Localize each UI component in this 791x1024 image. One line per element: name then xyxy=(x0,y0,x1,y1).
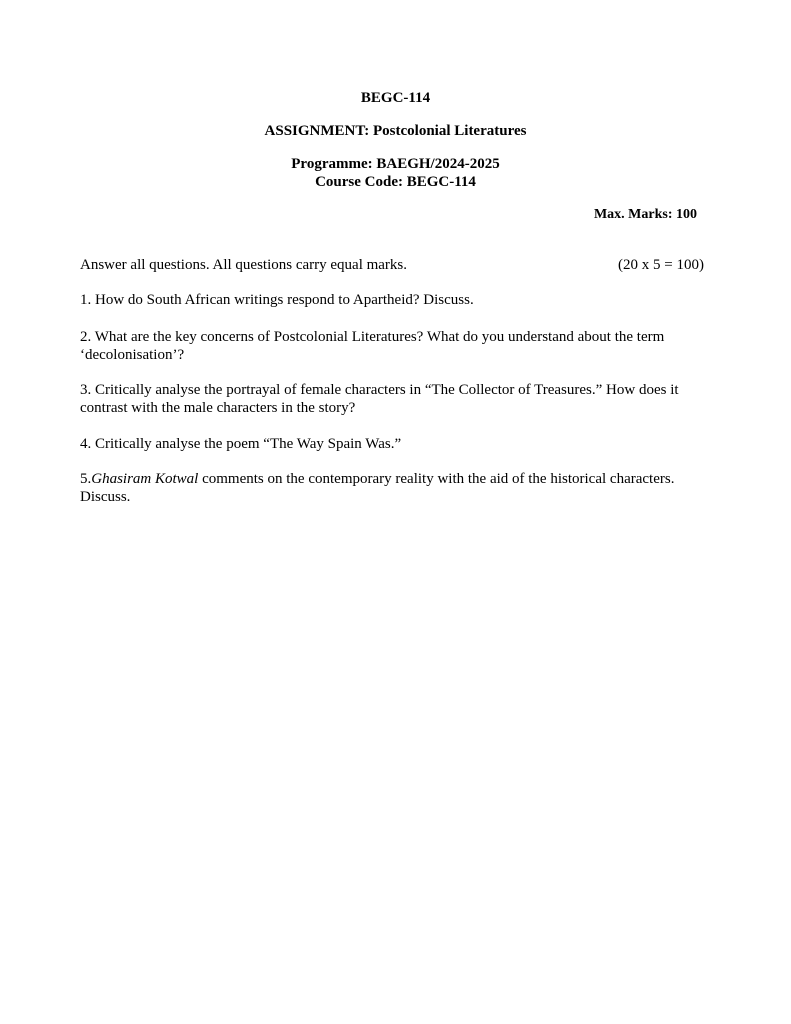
instructions xyxy=(80,256,704,274)
question-3: 3. Critically analyse the portrayal of female characters in “The Collector of Treasures.” How does it contrast with the male characters in the story? xyxy=(80,382,679,416)
marks-breakdown: (20 x 5 = 100) xyxy=(618,257,704,273)
question-5 xyxy=(80,470,710,506)
question-2: 2. What are the key concerns of Postcolonial Literatures? What do you understand about the term ‘decolonisation’? xyxy=(80,329,665,363)
question-5-text: comments on the contemporary reality with the aid of the historical characters. Discuss. xyxy=(80,471,675,505)
question-4: 4. Critically analyse the poem “The Way Spain Was.” xyxy=(80,436,402,452)
question-5-number: 5. xyxy=(80,471,92,487)
course-code-heading: BEGC-114 xyxy=(360,90,431,106)
assignment-title: ASSIGNMENT: Postcolonial Literatures xyxy=(264,123,527,139)
instructions-text: Answer all questions. All questions carry equal marks. xyxy=(80,257,408,273)
question-5-play-title: Ghasiram Kotwal xyxy=(91,471,199,487)
question-1: 1. How do South African writings respond to Apartheid? Discuss. xyxy=(80,292,474,308)
course-code-line: Course Code: BEGC-114 xyxy=(315,174,476,190)
programme-line: Programme: BAEGH/2024-2025 xyxy=(291,156,500,172)
max-marks: Max. Marks: 100 xyxy=(593,207,697,222)
